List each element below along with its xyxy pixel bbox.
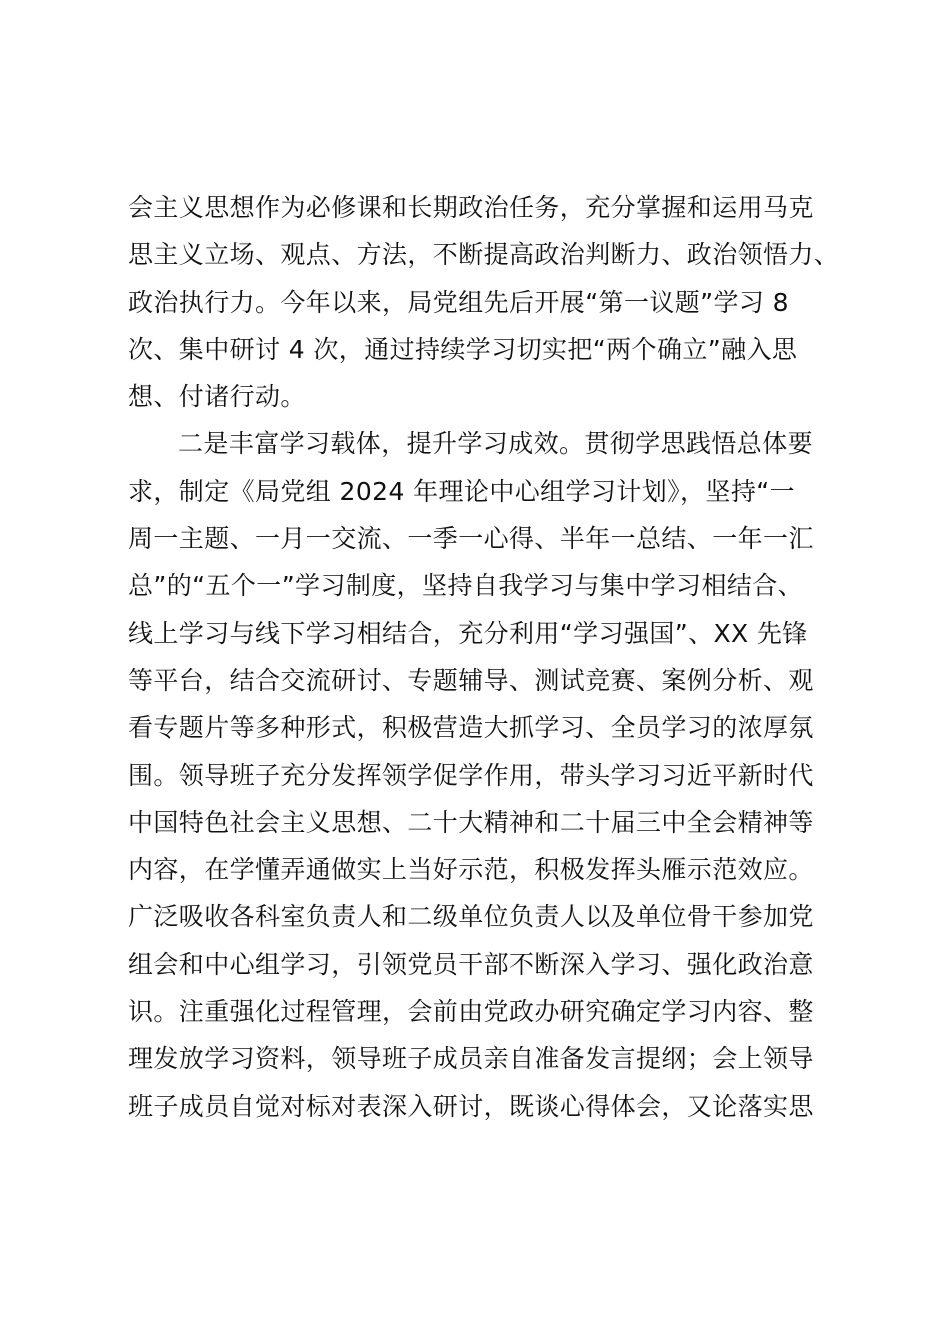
text-line: 次、集中研讨 4 次，通过持续学习切实把“两个确立”融入思 (128, 334, 798, 364)
text-line: 理发放学习资料，领导班子成员亲自准备发言提纲；会上领导 (128, 1044, 814, 1074)
text-line: 内容，在学懂弄通做实上当好示范，积极发挥头雁示范效应。 (128, 855, 814, 885)
text-line: 组会和中心组学习，引领党员干部不断深入学习、强化政治意 (128, 949, 814, 979)
text-line: 看专题片等多种形式，积极营造大抓学习、全员学习的浓厚氛 (128, 713, 814, 743)
text-line: 等平台，结合交流研讨、专题辅导、测试竞赛、案例分析、观 (128, 665, 814, 695)
text-line: 会主义思想作为必修课和长期政治任务，充分掌握和运用马克 (128, 193, 814, 222)
text-line: 求，制定《局党组 2024 年理论中心组学习计划》，坚持“一 (128, 476, 795, 506)
text-line: 总”的“五个一”学习制度，坚持自我学习与集中学习相结合、 (128, 571, 804, 601)
text-line: 围。领导班子充分发挥领学促学作用，带头学习习近平新时代 (128, 760, 814, 790)
text-line: 班子成员自觉对标对表深入研讨，既谈心得体会，又论落实思 (128, 1091, 814, 1121)
text-line: 广泛吸收各科室负责人和二级单位负责人以及单位骨干参加党 (128, 902, 814, 932)
text-line: 周一主题、一月一交流、一季一心得、半年一总结、一年一汇 (128, 524, 814, 554)
text-line: 思主义立场、观点、方法，不断提高政治判断力、政治领悟力、 (128, 240, 840, 270)
text-line: 想、付诸行动。 (128, 382, 306, 412)
paragraph-start-line: 二是丰富学习载体，提升学习成效。贯彻学思践悟总体要 (178, 429, 814, 459)
text-line: 政治执行力。今年以来，局党组先后开展“第一议题”学习 8 (128, 287, 789, 317)
text-line: 中国特色社会主义思想、二十大精神和二十届三中全会精神等 (128, 807, 814, 837)
text-line: 线上学习与线下学习相结合，充分利用“学习强国”、XX 先锋 (128, 618, 808, 648)
text-line: 识。注重强化过程管理，会前由党政办研究确定学习内容、整 (128, 997, 814, 1027)
body-text (128, 184, 848, 1130)
